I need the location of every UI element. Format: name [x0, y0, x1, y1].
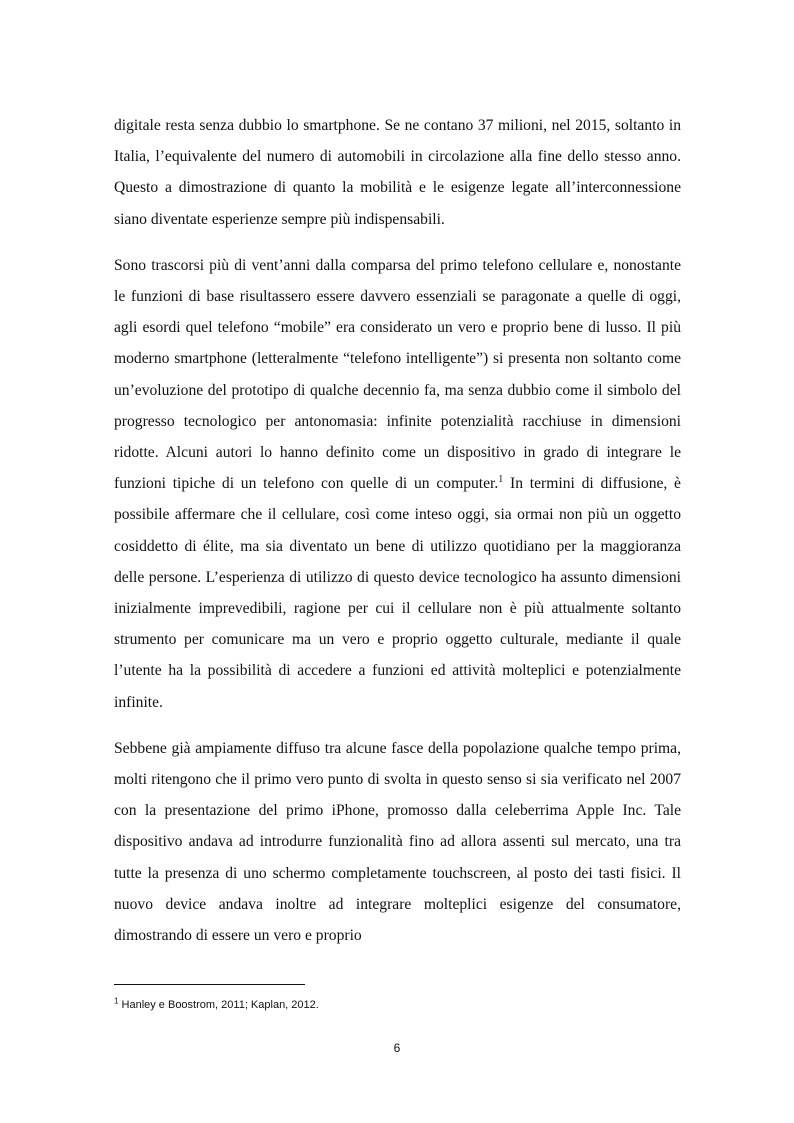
footnote-reference[interactable]: 1	[498, 474, 504, 486]
paragraph-2	[114, 250, 681, 718]
paragraph-2-part-a: Sono trascorsi più di vent’anni dalla comparsa del primo telefono cellulare e, nonostante le funzioni di base risultassero essere davvero essenziali se paragonate a quelle di oggi, agli esordi quel telefono “mobile” era considerato un vero e proprio bene di lusso. Il più moderno smartphone (letteralmente “telefono intelligente”) si presenta non soltanto come un’evoluzione del prototipo di qualche decennio fa, ma senza dubbio come il simbolo del progresso tecnologico per antonomasia: infinite potenzialità racchiuse in dimensioni ridotte. Alcuni autori lo hanno definito come un dispositivo in grado di integrare le funzioni tipiche di un telefono con quelle di un computer.	[114, 256, 681, 493]
footnote-marker: 1	[114, 996, 119, 1006]
paragraph-2-part-b: In termini di diffusione, è possibile affermare che il cellulare, così come inteso oggi, sia ormai non più un oggetto cosiddetto di élite, ma sia diventato un bene di utilizzo quotidiano per la maggioranza delle persone. L’esperienza di utilizzo di questo device tecnologico ha assunto dimensioni inizialmente imprevedibili, ragione per cui il cellulare non è più attualmente soltanto strumento per comunicare ma un vero e proprio oggetto culturale, mediante il quale l’utente ha la possibilità di accedere a funzioni ed attività molteplici e potenzialmente infinite.	[114, 475, 681, 711]
footnote	[114, 998, 319, 1012]
footnote-text: Hanley e Boostrom, 2011; Kaplan, 2012.	[118, 999, 319, 1011]
paragraph-1: digitale resta senza dubbio lo smartphone. Se ne contano 37 milioni, nel 2015, soltanto in Italia, l’equivalente del numero di automobili in circolazione alla fine dello stesso anno. Questo a dimostrazione di quanto la mobilità e le esigenze legate all’interconnessione siano diventate esperienze sempre più indispensabili.	[114, 117, 681, 228]
paragraph-3: Sebbene già ampiamente diffuso tra alcune fasce della popolazione qualche tempo prima, molti ritengono che il primo vero punto di svolta in questo senso si sia verificato nel 2007 con la presentazione del primo iPhone, promosso dalla celeberrima Apple Inc. Tale dispositivo andava ad introdurre funzionalità fino ad allora assenti sul mercato, una tra tutte la presenza di uno schermo completamente touchscreen, al posto dei tasti fisici. Il nuovo device andava inoltre ad integrare molteplici esigenze del consumatore, dimostrando di essere un vero e proprio	[114, 739, 681, 945]
page-number: 6	[393, 1041, 401, 1055]
body-text	[114, 110, 681, 966]
footnote-separator	[114, 984, 305, 985]
